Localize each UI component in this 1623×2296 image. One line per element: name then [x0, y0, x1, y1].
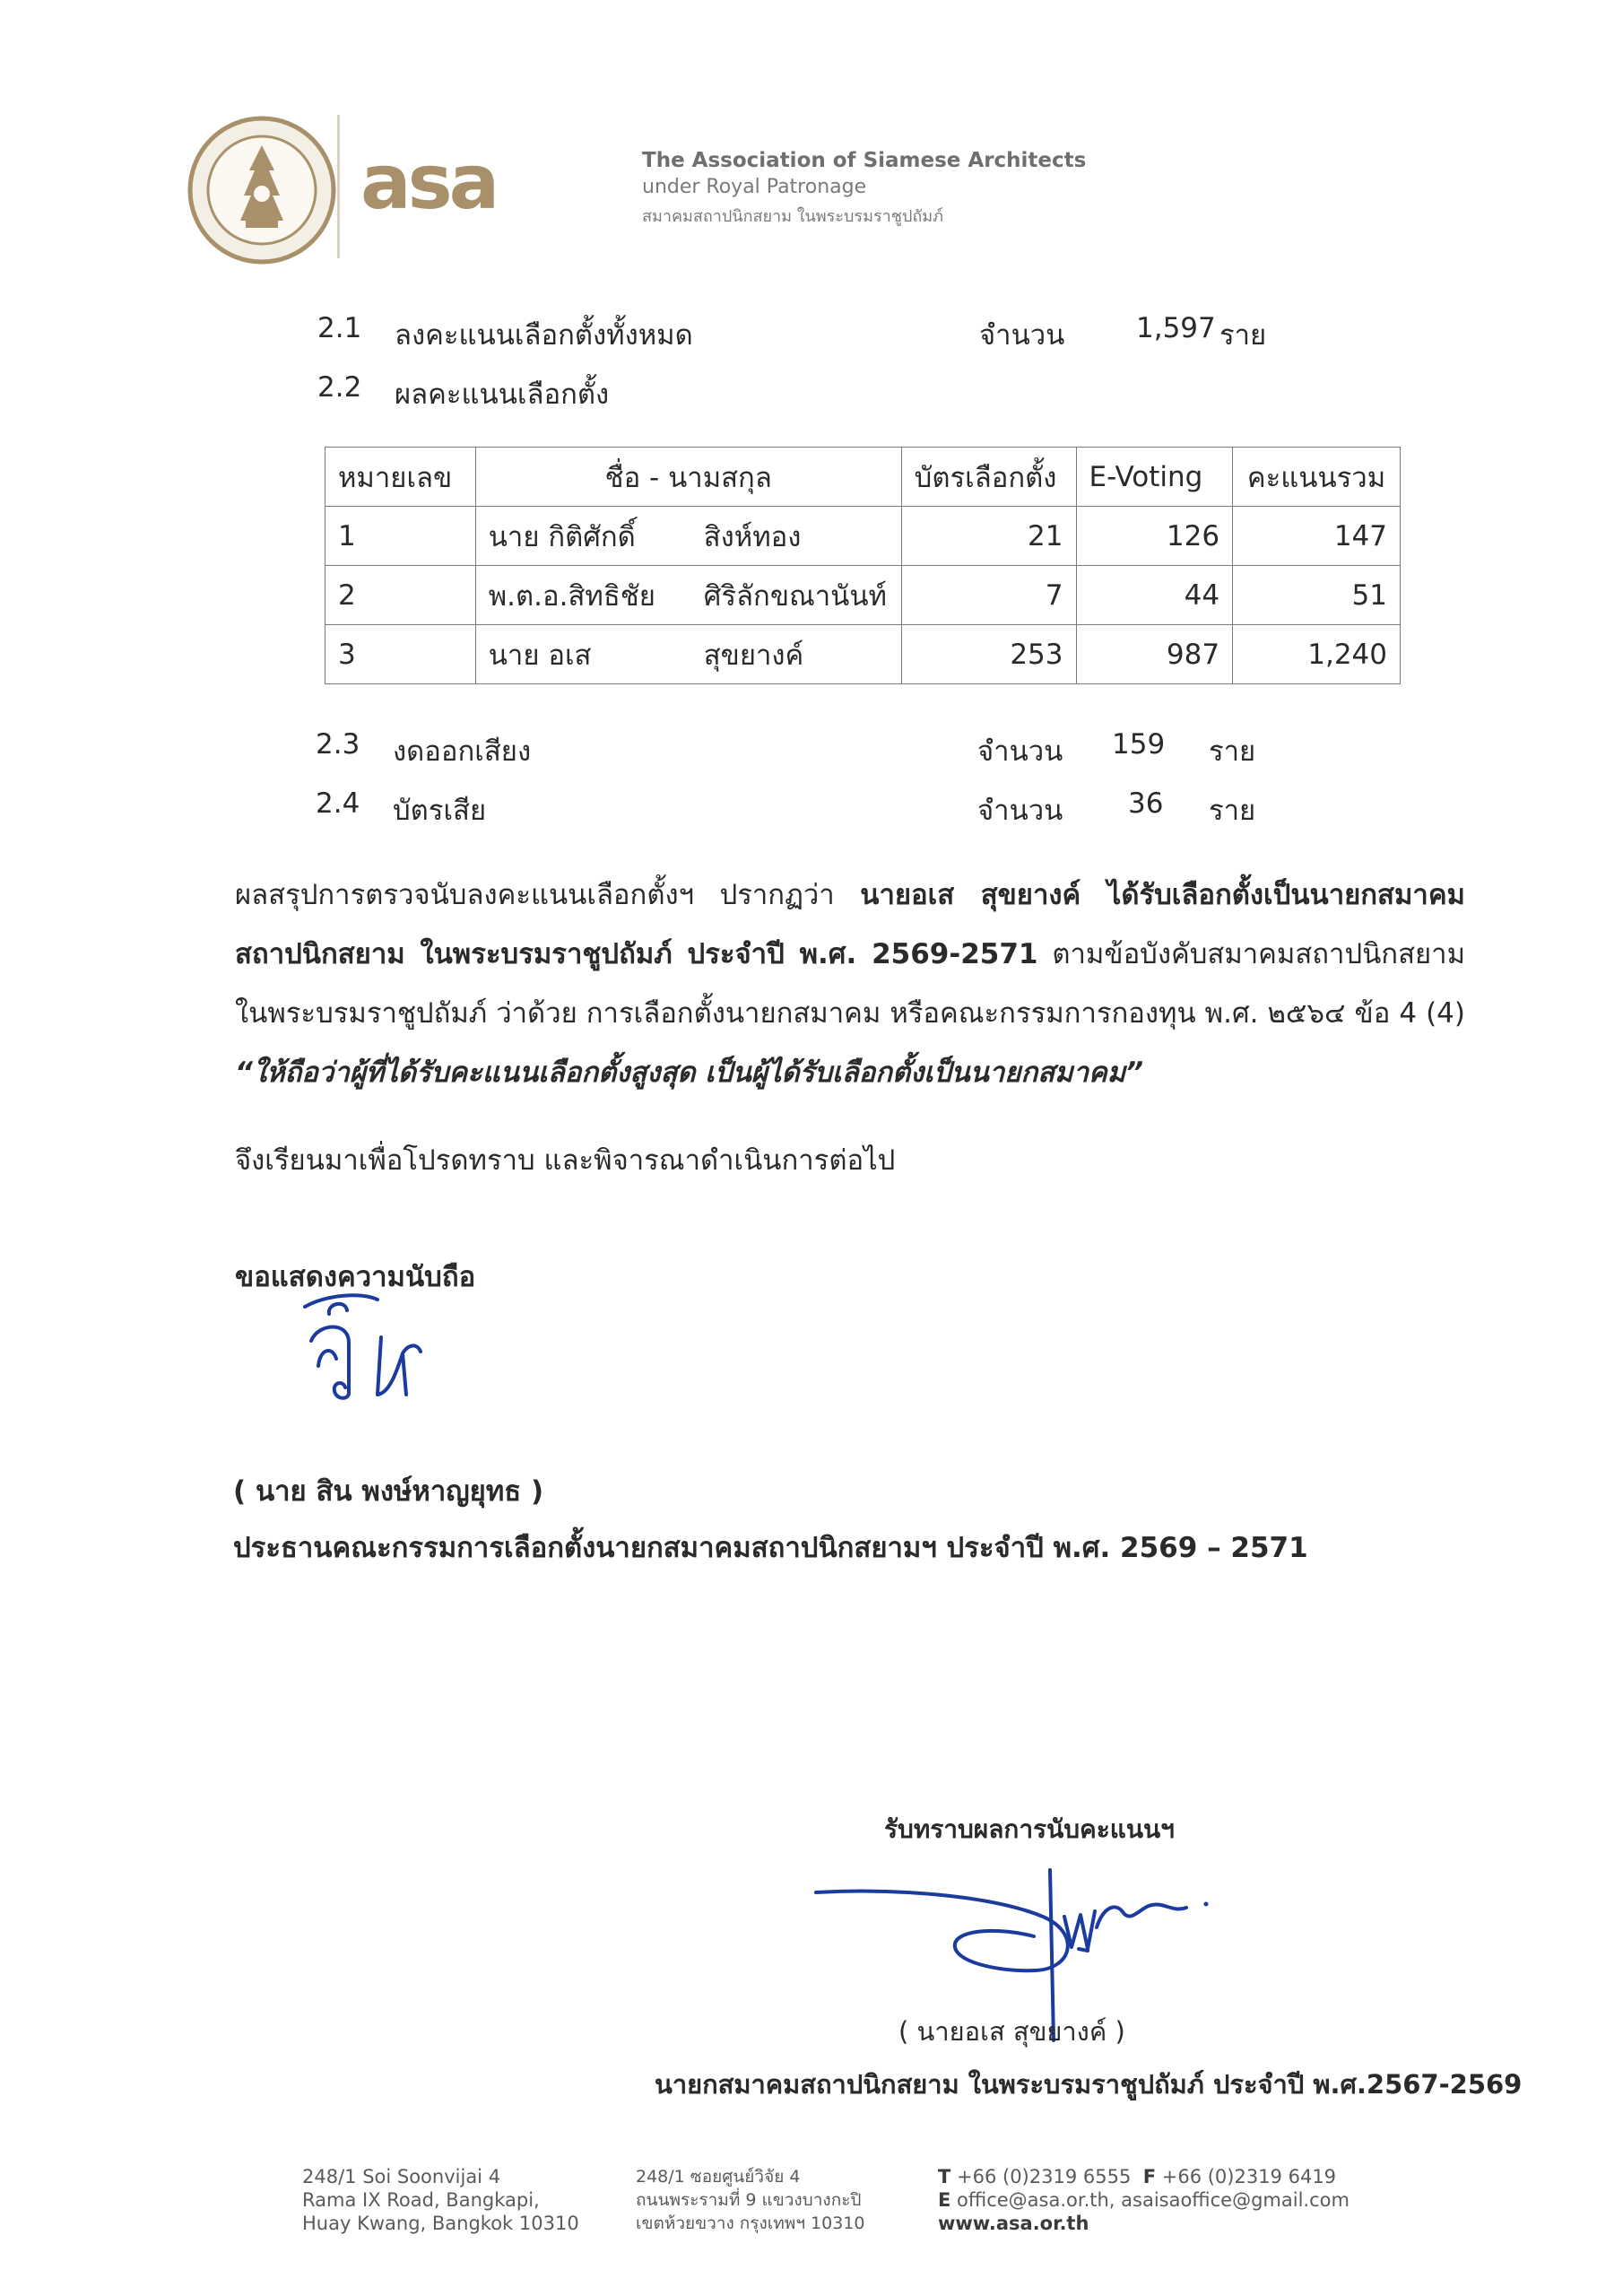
- candidate-first-name: พ.ต.อ.สิทธิชัย: [488, 579, 655, 613]
- footer-email-link[interactable]: office@asa.or.th, asaisaoffice@gmail.com: [957, 2189, 1350, 2211]
- signer2-name: ( นายอเส สุขยางค์ ): [898, 2016, 1125, 2047]
- summary-paragraph: [235, 865, 1465, 1102]
- candidate-first-name: นาย อเส: [488, 639, 592, 672]
- header-ballot: บัตรเลือกตั้ง: [901, 448, 1076, 507]
- acknowledgement-label: รับทราบผลการนับคะแนนฯ: [884, 1814, 1175, 1844]
- item-unit: ราย: [1209, 795, 1256, 827]
- summary-winner: นายอเส สุขยางค์ ได้รับเลือกตั้งเป็นนายกสมาคม สถาปนิกสยาม ในพระบรมราชูปถัมภ์ ประจำปี พ.ศ. 2569-2571: [235, 879, 1465, 970]
- item-unit: ราย: [1219, 319, 1267, 352]
- cell-evoting: 44: [1076, 566, 1233, 625]
- quantity-label: จำนวน: [977, 735, 1063, 768]
- candidate-last-name: สุขยางค์: [703, 639, 804, 672]
- table-row: [325, 507, 1401, 566]
- footer-address-en: [302, 2165, 579, 2235]
- signer1-name: ( นาย สิน พงษ์หาญยุทธ ): [233, 1475, 544, 1508]
- cell-number: 2: [325, 566, 476, 625]
- item-unit: ราย: [1209, 735, 1256, 768]
- header-name: ชื่อ - นามสกุล: [475, 448, 901, 507]
- item-label: บัตรเสีย: [393, 795, 487, 827]
- signer2-title: นายกสมาคมสถาปนิกสยาม ในพระบรมราชูปถัมภ์ ประจำปี พ.ศ.2567-2569: [655, 2069, 1523, 2100]
- footer-phone-line: [938, 2165, 1350, 2188]
- header-evoting: E-Voting: [1076, 448, 1233, 507]
- summary-regulation: ตามข้อบังคับสมาคมสถาปนิกสยาม ในพระบรมราชูปถัมภ์ ว่าด้วย การเลือกตั้งนายกสมาคม หรือคณะกรรมการกองทุน พ.ศ. ๒๕๖๔ ข้อ 4 (4): [235, 938, 1466, 1030]
- item-label: ลงคะแนนเลือกตั้งทั้งหมด: [395, 319, 693, 352]
- cell-ballot: 253: [901, 625, 1076, 684]
- fax-label: F: [1142, 2166, 1157, 2187]
- table-row: [325, 625, 1401, 684]
- cell-total: 51: [1233, 566, 1401, 625]
- cell-name: [475, 566, 901, 625]
- quantity-label: จำนวน: [979, 319, 1065, 352]
- cell-evoting: 126: [1076, 507, 1233, 566]
- summary-quote: “ให้ถือว่าผู้ที่ได้รับคะแนนเลือกตั้งสูงสุด เป็นผู้ได้รับเลือกตั้งเป็นนายกสมาคม”: [235, 1057, 1144, 1089]
- email-label: E: [938, 2189, 951, 2211]
- candidate-last-name: ศิริลักขณานันท์: [703, 579, 887, 613]
- footer-address-en-line: Rama IX Road, Bangkapi,: [302, 2189, 540, 2211]
- cell-total: 147: [1233, 507, 1401, 566]
- cell-name: [475, 625, 901, 684]
- svg-text:asa: asa: [360, 152, 497, 220]
- candidate-first-name: นาย กิติศักดิ์: [488, 520, 636, 553]
- footer-contact: [938, 2165, 1350, 2235]
- footer-address-th-line: 248/1 ซอยศูนย์วิจัย 4: [636, 2167, 801, 2187]
- header-number: หมายเลข: [325, 448, 476, 507]
- cell-number: 3: [325, 625, 476, 684]
- org-patronage-en: under Royal Patronage: [642, 176, 867, 198]
- footer-website-link[interactable]: www.asa.or.th: [938, 2213, 1089, 2234]
- closing-request: จึงเรียนมาเพื่อโปรดทราบ และพิจารณาดำเนินการต่อไป: [235, 1144, 896, 1177]
- table-row: [325, 566, 1401, 625]
- signature-1: [291, 1287, 444, 1413]
- cell-ballot: 7: [901, 566, 1076, 625]
- footer-web-line: [938, 2212, 1350, 2235]
- signer1-title: ประธานคณะกรรมการเลือกตั้งนายกสมาคมสถาปนิกสยามฯ ประจำปี พ.ศ. 2569 – 2571: [233, 1532, 1308, 1564]
- cell-evoting: 987: [1076, 625, 1233, 684]
- org-name-th: สมาคมสถาปนิกสยาม ในพระบรมราชูปถัมภ์: [642, 207, 944, 226]
- item-number: 2.1: [317, 312, 362, 344]
- footer-address-th-line: ถนนพระรามที่ 9 แขวงบางกะปิ: [636, 2190, 862, 2210]
- footer-address-th-line: เขตห้วยขวาง กรุงเทพฯ 10310: [636, 2213, 865, 2233]
- item-value: 1,597: [1136, 312, 1216, 344]
- header-total: คะแนนรวม: [1233, 448, 1401, 507]
- footer-address-en-line: 248/1 Soi Soonvijai 4: [302, 2166, 501, 2187]
- results-table: [325, 447, 1401, 684]
- footer-phone: +66 (0)2319 6555: [957, 2166, 1132, 2187]
- item-label: งดออกเสียง: [393, 735, 532, 768]
- table-header-row: [325, 448, 1401, 507]
- cell-number: 1: [325, 507, 476, 566]
- footer-email-line: [938, 2188, 1350, 2212]
- footer-address-en-line: Huay Kwang, Bangkok 10310: [302, 2213, 579, 2234]
- closing-regards: ขอแสดงความนับถือ: [235, 1261, 476, 1293]
- candidate-last-name: สิงห์ทอง: [703, 520, 802, 553]
- summary-text: ผลสรุปการตรวจนับลงคะแนนเลือกตั้งฯ ปรากฏว่า: [235, 879, 861, 911]
- footer-fax: +66 (0)2319 6419: [1161, 2166, 1337, 2187]
- asa-logo: [360, 152, 558, 220]
- cell-ballot: 21: [901, 507, 1076, 566]
- org-name-en: The Association of Siamese Architects: [642, 149, 1087, 172]
- item-value: 159: [1112, 728, 1166, 761]
- cell-total: 1,240: [1233, 625, 1401, 684]
- footer-address-th: [636, 2165, 864, 2235]
- item-value: 36: [1128, 787, 1164, 820]
- item-label: ผลคะแนนเลือกตั้ง: [395, 378, 610, 411]
- phone-label: T: [938, 2166, 951, 2187]
- item-number: 2.2: [317, 371, 362, 404]
- cell-name: [475, 507, 901, 566]
- item-number: 2.4: [316, 787, 360, 820]
- quantity-label: จำนวน: [977, 795, 1063, 827]
- royal-seal-logo: [187, 115, 337, 265]
- item-number: 2.3: [316, 728, 360, 761]
- header-divider: [337, 115, 340, 258]
